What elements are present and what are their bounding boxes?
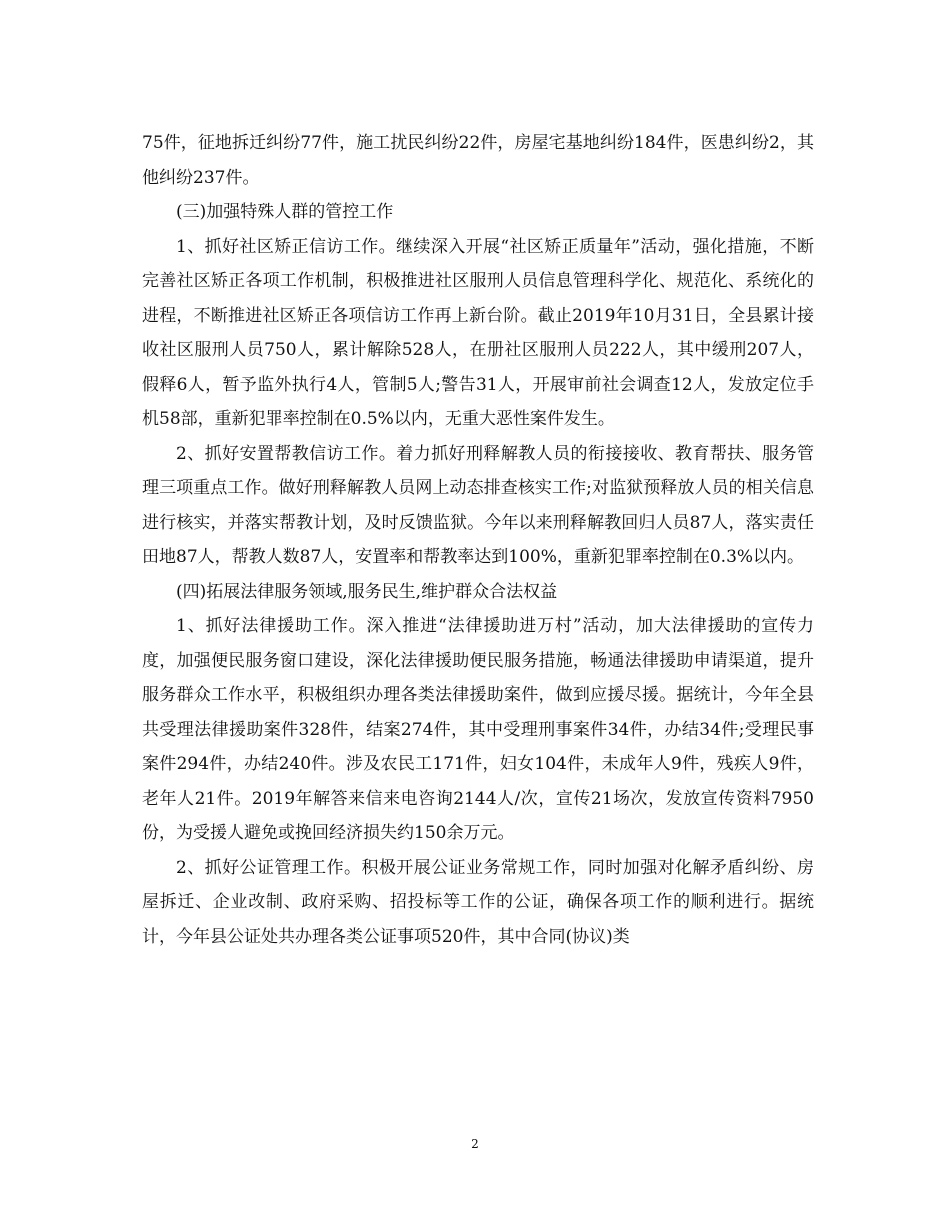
section-heading-special-groups: (三)加强特殊人群的管控工作 [176, 202, 394, 222]
paragraph-resettlement-assistance: 2、抓好安置帮教信访工作。着力抓好刑释解教人员的衔接接收、教育帮扶、服务管理三项重点工作。做好刑释解教人员网上动态排查核实工作;对监狱预释放人员的相关信息进行核实，并落实帮教计划，及时反馈监狱。今年以来刑释解教回归人员87人，落实责任田地87人，帮教人数87人，安置率和帮教率达到100%，重新犯罪率控制在0.3%以内。 [142, 443, 814, 567]
paragraph-notary-management: 2、抓好公证管理工作。积极开展公证业务常规工作，同时加强对化解矛盾纠纷、房屋拆迁、企业改制、政府采购、招投标等工作的公证，确保各项工作的顺利进行。据统计，今年县公证处共办理各类公证事项520件，其中合同(协议)类 [142, 857, 814, 947]
document-body [142, 126, 814, 954]
section-heading-legal-services: (四)拓展法律服务领域,服务民生,维护群众合法权益 [176, 581, 558, 602]
paragraph-disputes-continued: 75件，征地拆迁纠纷77件，施工扰民纠纷22件，房屋宅基地纠纷184件，医患纠纷2，其他纠纷237件。 [142, 133, 814, 188]
page-number: 2 [471, 1137, 479, 1151]
paragraph-legal-aid: 1、抓好法律援助工作。深入推进“法律援助进万村”活动，加大法律援助的宣传力度，加强便民服务窗口建设，深化法律援助便民服务措施，畅通法律援助申请渠道，提升服务群众工作水平，积极组织办理各类法律援助案件，做到应援尽援。据统计，今年全县共受理法律援助案件328件，结案274件，其中受理刑事案件34件，办结34件;受理民事案件294件，办结240件。涉及农民工171件，妇女104件，未成年人9件，残疾人9件，老年人21件。2019年解答来信来电咨询2144人/次，宣传21场次，发放宣传资料7950份，为受援人避免或挽回经济损失约150余万元。 [142, 616, 814, 843]
paragraph-community-correction: 1、抓好社区矫正信访工作。继续深入开展“社区矫正质量年”活动，强化措施，不断完善社区矫正各项工作机制，积极推进社区服刑人员信息管理科学化、规范化、系统化的进程，不断推进社区矫正各项信访工作再上新台阶。截止2019年10月31日，全县累计接收社区服刑人员750人，累计解除528人，在册社区服刑人员222人，其中缓刑207人，假释6人，暂予监外执行4人，管制5人;警告31人，开展审前社会调查12人，发放定位手机58部，重新犯罪率控制在0.5%以内，无重大恶性案件发生。 [142, 236, 814, 429]
